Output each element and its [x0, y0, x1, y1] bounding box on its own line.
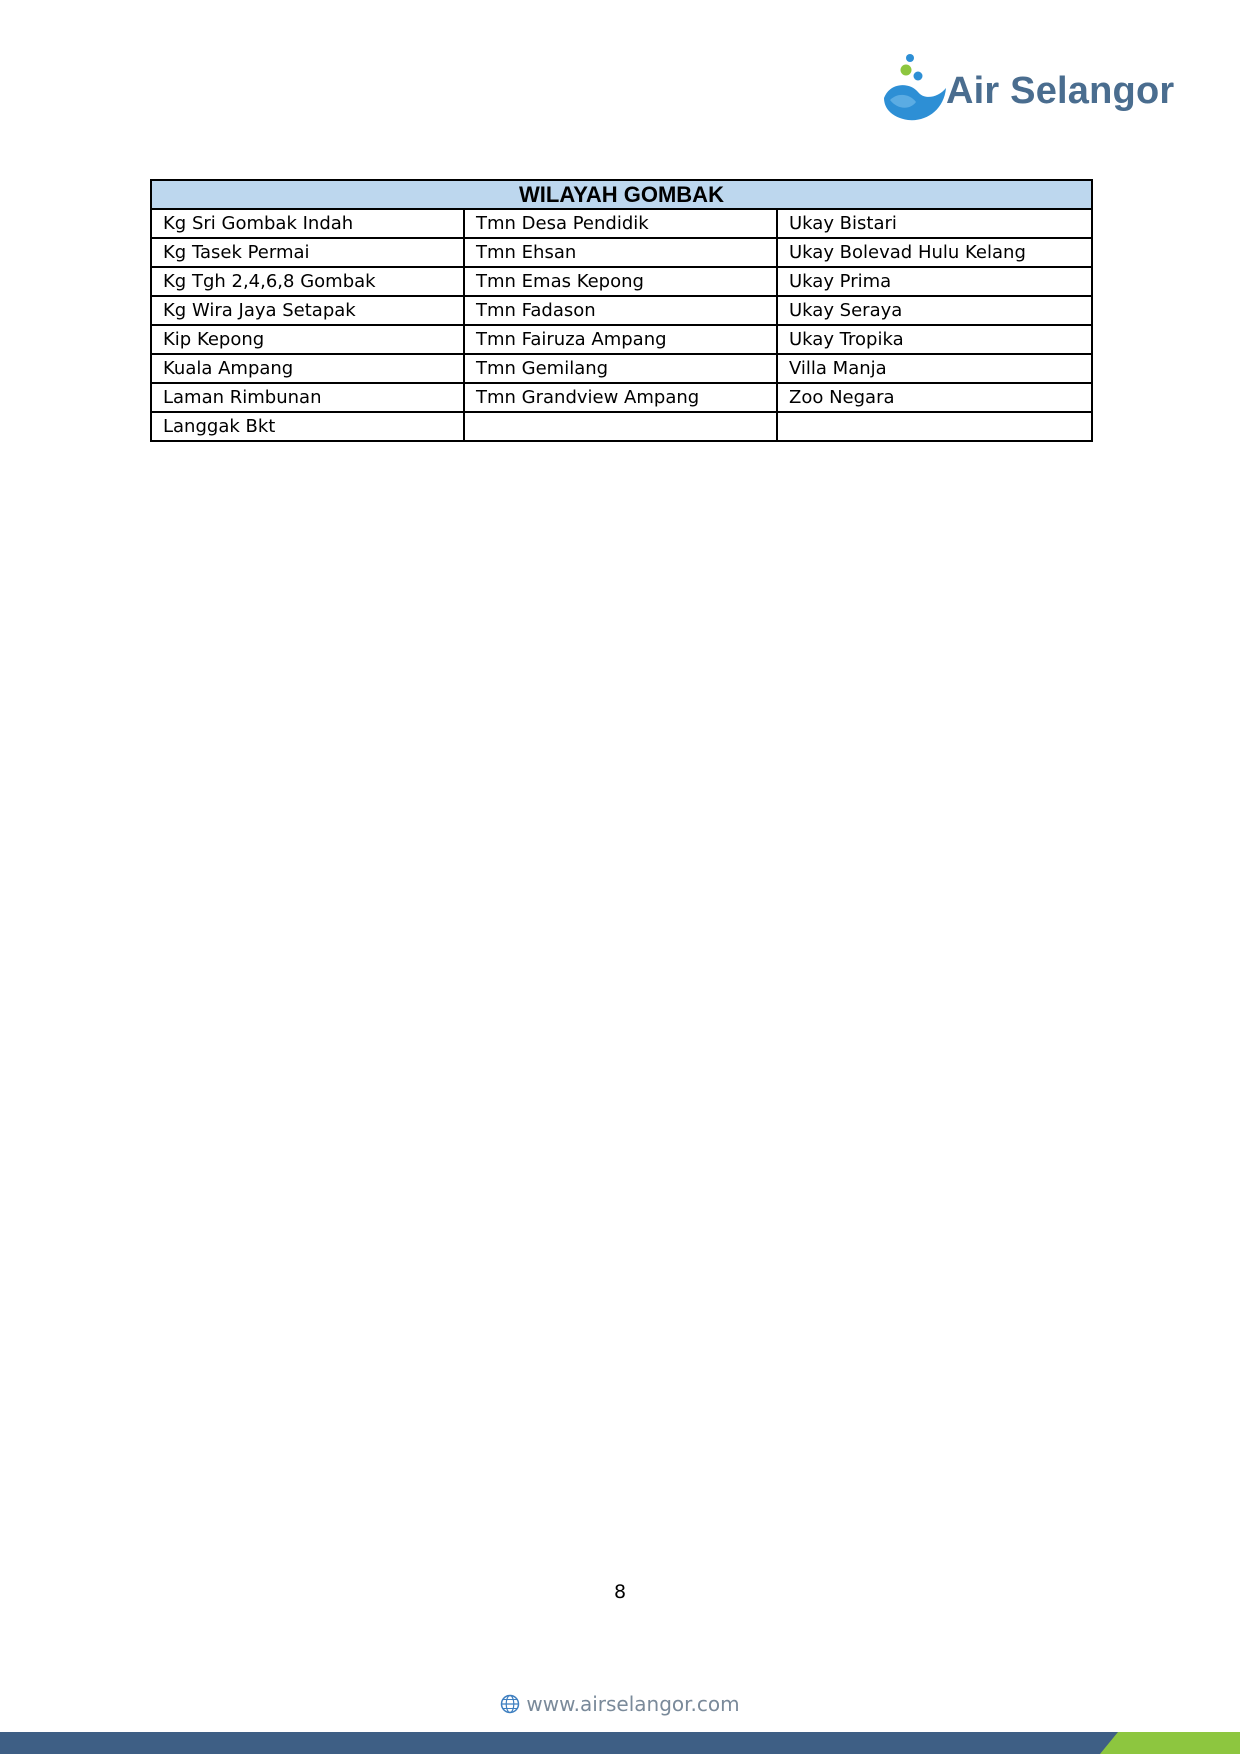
- table-cell: Kg Sri Gombak Indah: [151, 209, 464, 238]
- water-drop-logo-icon: [880, 52, 950, 124]
- table-row: [151, 296, 1092, 325]
- footer-website[interactable]: [0, 1692, 1240, 1716]
- table-cell: Ukay Bolevad Hulu Kelang: [777, 238, 1092, 267]
- table-row: [151, 267, 1092, 296]
- table-cell: Laman Rimbunan: [151, 383, 464, 412]
- table-cell: Kip Kepong: [151, 325, 464, 354]
- table-cell: Kuala Ampang: [151, 354, 464, 383]
- page-number: 8: [613, 1581, 627, 1603]
- footer-color-bar: [0, 1732, 1240, 1754]
- table-cell: Langgak Bkt: [151, 412, 464, 441]
- brand-name: Air Selangor: [946, 70, 1175, 112]
- globe-icon: [500, 1694, 520, 1714]
- table-row: [151, 238, 1092, 267]
- air-selangor-logo: [880, 52, 1180, 124]
- table-cell: Tmn Desa Pendidik: [464, 209, 777, 238]
- table-cell: Kg Tgh 2,4,6,8 Gombak: [151, 267, 464, 296]
- table-cell: Tmn Emas Kepong: [464, 267, 777, 296]
- table-cell: Kg Wira Jaya Setapak: [151, 296, 464, 325]
- table-body: [151, 209, 1092, 441]
- table-cell: [777, 412, 1092, 441]
- table-row: [151, 354, 1092, 383]
- table-cell: Tmn Gemilang: [464, 354, 777, 383]
- table-cell: Tmn Grandview Ampang: [464, 383, 777, 412]
- table-row: [151, 412, 1092, 441]
- table-cell: Ukay Seraya: [777, 296, 1092, 325]
- wilayah-gombak-table: [150, 179, 1093, 442]
- table-cell: Kg Tasek Permai: [151, 238, 464, 267]
- table-title: WILAYAH GOMBAK: [151, 180, 1092, 209]
- table-cell: Zoo Negara: [777, 383, 1092, 412]
- table-cell: Ukay Prima: [777, 267, 1092, 296]
- table-cell: Villa Manja: [777, 354, 1092, 383]
- table-cell: Tmn Ehsan: [464, 238, 777, 267]
- table-row: [151, 209, 1092, 238]
- table-cell: Ukay Bistari: [777, 209, 1092, 238]
- table-cell: Ukay Tropika: [777, 325, 1092, 354]
- table-cell: Tmn Fairuza Ampang: [464, 325, 777, 354]
- footer-url[interactable]: www.airselangor.com: [526, 1692, 740, 1716]
- table-row: [151, 325, 1092, 354]
- table-cell: [464, 412, 777, 441]
- table-header-row: [151, 180, 1092, 209]
- table-row: [151, 383, 1092, 412]
- table-cell: Tmn Fadason: [464, 296, 777, 325]
